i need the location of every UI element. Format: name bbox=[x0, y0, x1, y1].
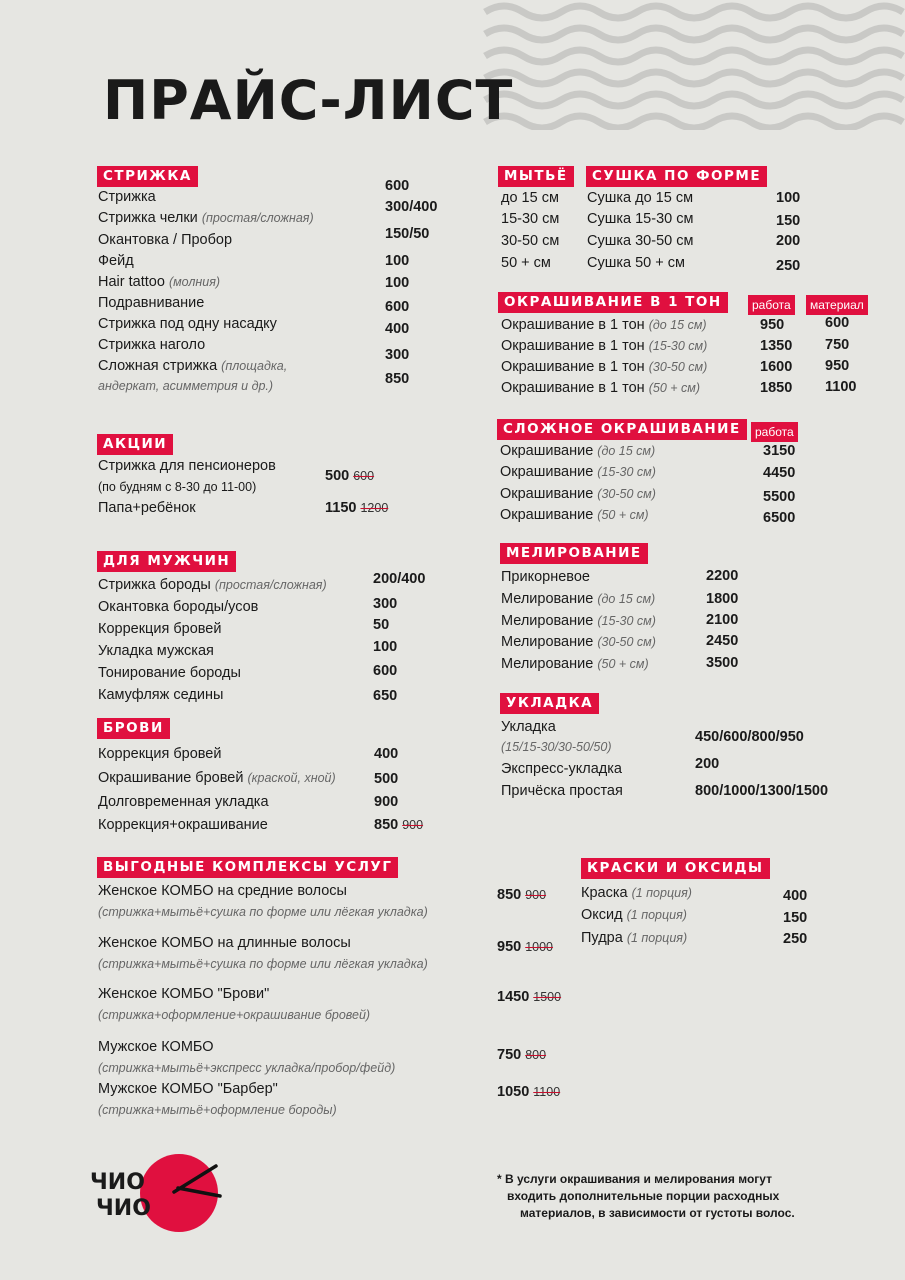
footnote-line: входить дополнительные порции расходных bbox=[507, 1189, 780, 1203]
price: 100 bbox=[385, 253, 410, 269]
combos-header: ВЫГОДНЫЕ КОМПЛЕКСЫ УСЛУГ bbox=[97, 857, 398, 878]
price: 1150 1200 bbox=[325, 500, 389, 516]
list-item: Hair tattoo (молния) bbox=[98, 274, 221, 290]
list-item: Камуфляж седины bbox=[98, 687, 224, 703]
list-item: Мелирование (до 15 см) bbox=[501, 591, 656, 607]
list-item: Мужское КОМБО "Барбер" bbox=[98, 1081, 278, 1097]
price: 300/400 bbox=[385, 199, 438, 215]
wash-header: МЫТЬЁ bbox=[498, 166, 574, 187]
price-material: 1100 bbox=[825, 379, 857, 395]
footnote-line: * В услуги окрашивания и мелирования могут bbox=[497, 1172, 772, 1186]
chopsticks-icon bbox=[170, 1162, 230, 1202]
list-item: Сушка 30-50 см bbox=[587, 233, 694, 249]
list-item: Мелирование (30-50 см) bbox=[501, 634, 656, 650]
list-item: Укладка bbox=[501, 719, 556, 735]
list-item: 50 + см bbox=[501, 255, 551, 271]
price: 2100 bbox=[706, 612, 739, 628]
list-item: Женское КОМБО "Брови" bbox=[98, 986, 270, 1002]
logo-text-line2: ЧИО bbox=[96, 1196, 151, 1221]
list-item: Причёска простая bbox=[501, 783, 623, 799]
list-item: Мужское КОМБО bbox=[98, 1039, 214, 1055]
price: 300 bbox=[373, 596, 398, 612]
price: 4450 bbox=[763, 465, 796, 481]
price: 3150 bbox=[763, 443, 796, 459]
price: 100 bbox=[385, 275, 410, 291]
list-item: Мелирование (15-30 см) bbox=[501, 613, 656, 629]
price: 6500 bbox=[763, 510, 796, 526]
list-item: Стрижка bbox=[98, 189, 156, 205]
price: 1050 1100 bbox=[497, 1084, 561, 1100]
price: 400 bbox=[374, 746, 399, 762]
price-work: 1850 bbox=[760, 380, 793, 396]
price-work: 950 bbox=[760, 317, 785, 333]
list-item: Коррекция+окрашивание bbox=[98, 817, 268, 833]
men-header: ДЛЯ МУЖЧИН bbox=[97, 551, 236, 572]
list-item: Прикорневое bbox=[501, 569, 590, 585]
list-item: Стрижка для пенсионеров bbox=[98, 458, 276, 474]
price: 900 bbox=[374, 794, 399, 810]
list-item: Коррекция бровей bbox=[98, 621, 222, 637]
promo-header: АКЦИИ bbox=[97, 434, 173, 455]
list-item: Мелирование (50 + см) bbox=[501, 656, 649, 672]
list-item-note: (стрижка+оформление+окрашивание бровей) bbox=[98, 1008, 371, 1022]
list-item: Женское КОМБО на длинные волосы bbox=[98, 935, 351, 951]
price: 2200 bbox=[706, 568, 739, 584]
list-item: Тонирование бороды bbox=[98, 665, 241, 681]
list-item-note: (стрижка+мытьё+сушка по форме или лёгкая укладка) bbox=[98, 957, 428, 971]
price: 2450 bbox=[706, 633, 739, 649]
list-item: Окрашивание (30-50 см) bbox=[500, 486, 656, 502]
list-item: Стрижка челки (простая/сложная) bbox=[98, 210, 314, 226]
price: 5500 bbox=[763, 489, 796, 505]
list-item: Укладка мужская bbox=[98, 643, 214, 659]
price: 850 bbox=[385, 371, 410, 387]
price-material: 600 bbox=[825, 315, 850, 331]
price: 200 bbox=[695, 756, 720, 772]
list-item: Оксид (1 порция) bbox=[581, 907, 687, 923]
list-item-note: (стрижка+мытьё+экспресс укладка/пробор/фейд) bbox=[98, 1061, 396, 1075]
dry-header: СУШКА ПО ФОРМЕ bbox=[586, 166, 767, 187]
footnote-line: материалов, в зависимости от густоты волос. bbox=[520, 1206, 795, 1220]
price: 950 1000 bbox=[497, 939, 554, 955]
color1-header: ОКРАШИВАНИЕ В 1 ТОН bbox=[498, 292, 728, 313]
list-item: Сушка до 15 см bbox=[587, 190, 694, 206]
price: 600 bbox=[385, 178, 410, 194]
list-item: Окрашивание в 1 тон (до 15 см) bbox=[501, 317, 707, 333]
list-item: Сушка 50 + см bbox=[587, 255, 685, 271]
list-item: Коррекция бровей bbox=[98, 746, 222, 762]
price: 200/400 bbox=[373, 571, 426, 587]
list-item: Окрашивание (50 + см) bbox=[500, 507, 649, 523]
list-item: Окрашивание в 1 тон (50 + см) bbox=[501, 380, 700, 396]
price: 450/600/800/950 bbox=[695, 729, 804, 745]
list-item: Окрашивание в 1 тон (30-50 см) bbox=[501, 359, 708, 375]
price: 100 bbox=[373, 639, 398, 655]
list-item-note: (стрижка+мытьё+оформление бороды) bbox=[98, 1103, 337, 1117]
list-item-note: (стрижка+мытьё+сушка по форме или лёгкая укладка) bbox=[98, 905, 428, 919]
price: 300 bbox=[385, 347, 410, 363]
price: 1800 bbox=[706, 591, 739, 607]
col-material-tag: материал bbox=[806, 295, 868, 315]
list-item: Фейд bbox=[98, 253, 134, 269]
list-item: Экспресс-укладка bbox=[501, 761, 622, 777]
list-item: 15-30 см bbox=[501, 211, 560, 227]
price: 100 bbox=[776, 190, 801, 206]
price: 150 bbox=[776, 213, 801, 229]
price: 850 900 bbox=[374, 817, 424, 833]
list-item: Окантовка / Пробор bbox=[98, 232, 233, 248]
list-item-note: (по будням с 8-30 до 11-00) bbox=[98, 480, 257, 494]
list-item: Краска (1 порция) bbox=[581, 885, 692, 901]
wave-pattern bbox=[480, 0, 905, 130]
col-work-tag: работа bbox=[748, 295, 795, 315]
list-item: Окрашивание бровей (краской, хной) bbox=[98, 770, 336, 786]
list-item: Подравнивание bbox=[98, 295, 205, 311]
list-item: Сложная стрижка (площадка, bbox=[98, 358, 288, 374]
price: 250 bbox=[783, 931, 808, 947]
price: 3500 bbox=[706, 655, 739, 671]
list-item: Пудра (1 порция) bbox=[581, 930, 688, 946]
list-item: Окрашивание в 1 тон (15-30 см) bbox=[501, 338, 708, 354]
price: 200 bbox=[776, 233, 801, 249]
price: 150/50 bbox=[385, 226, 430, 242]
price: 500 bbox=[374, 771, 399, 787]
footnote bbox=[497, 1171, 795, 1222]
price: 500 600 bbox=[325, 468, 375, 484]
price: 600 bbox=[373, 663, 398, 679]
price: 650 bbox=[373, 688, 398, 704]
price: 50 bbox=[373, 617, 390, 633]
price: 400 bbox=[783, 888, 808, 904]
list-item: Окрашивание (15-30 см) bbox=[500, 464, 656, 480]
styling-header: УКЛАДКА bbox=[500, 693, 599, 714]
list-item: Папа+ребёнок bbox=[98, 500, 196, 516]
price: 600 bbox=[385, 299, 410, 315]
complex-color-header: СЛОЖНОЕ ОКРАШИВАНИЕ bbox=[497, 419, 747, 440]
list-item-note: андеркат, асимметрия и др.) bbox=[98, 379, 274, 393]
price: 1450 1500 bbox=[497, 989, 562, 1005]
list-item: Долговременная укладка bbox=[98, 794, 269, 810]
price: 850 900 bbox=[497, 887, 547, 903]
price-material: 750 bbox=[825, 337, 850, 353]
col-work-tag: работа bbox=[751, 422, 798, 442]
brows-header: БРОВИ bbox=[97, 718, 170, 739]
highlight-header: МЕЛИРОВАНИЕ bbox=[500, 543, 648, 564]
list-item: Сушка 15-30 см bbox=[587, 211, 694, 227]
list-item: Стрижка бороды (простая/сложная) bbox=[98, 577, 327, 593]
price: 800/1000/1300/1500 bbox=[695, 783, 829, 799]
price: 750 800 bbox=[497, 1047, 547, 1063]
page-title: ПРАЙС-ЛИСТ bbox=[103, 69, 514, 132]
list-item-note: (15/15-30/30-50/50) bbox=[501, 740, 612, 754]
price: 150 bbox=[783, 910, 808, 926]
price: 250 bbox=[776, 258, 801, 274]
logo-text-line1: ЧИО bbox=[90, 1170, 145, 1195]
price-work: 1350 bbox=[760, 338, 793, 354]
list-item: до 15 см bbox=[501, 190, 559, 206]
list-item: Окрашивание (до 15 см) bbox=[500, 443, 656, 459]
haircut-header: СТРИЖКА bbox=[97, 166, 198, 187]
list-item: Окантовка бороды/усов bbox=[98, 599, 259, 615]
list-item: Стрижка под одну насадку bbox=[98, 316, 277, 332]
list-item: 30-50 см bbox=[501, 233, 560, 249]
list-item: Женское КОМБО на средние волосы bbox=[98, 883, 347, 899]
dyes-header: КРАСКИ И ОКСИДЫ bbox=[581, 858, 770, 879]
price: 400 bbox=[385, 321, 410, 337]
price-material: 950 bbox=[825, 358, 850, 374]
price-work: 1600 bbox=[760, 359, 793, 375]
list-item: Стрижка наголо bbox=[98, 337, 206, 353]
